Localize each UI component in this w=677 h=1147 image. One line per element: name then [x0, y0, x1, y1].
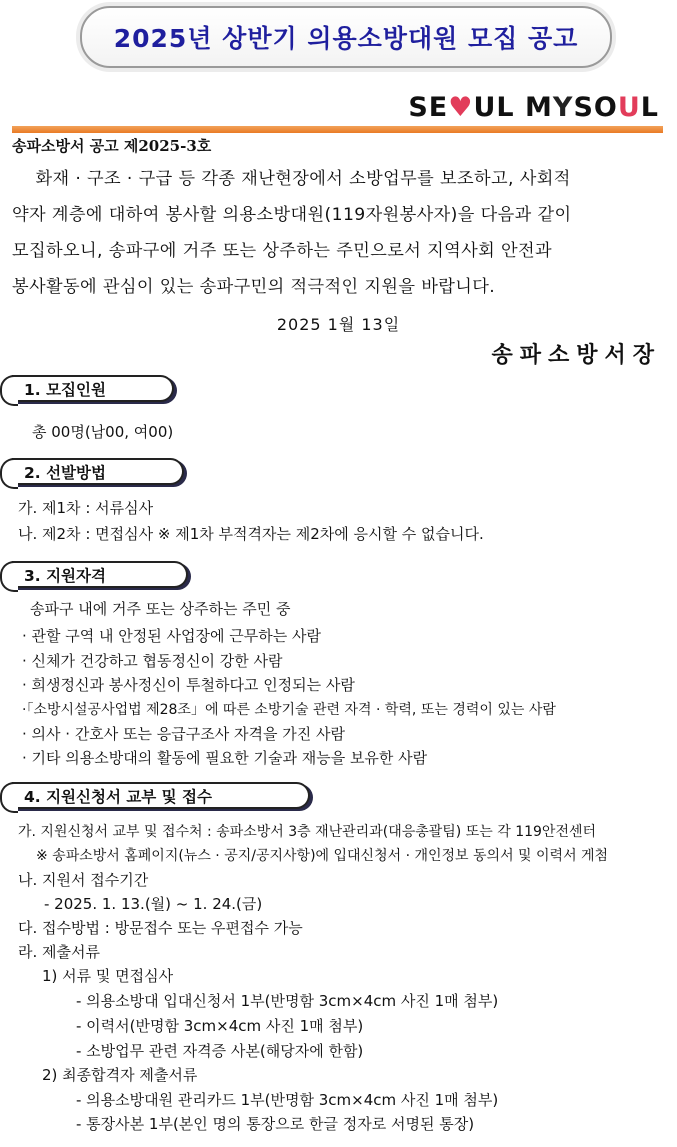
section-3-line: · 신체가 건강하고 협동정신이 강한 사람 — [22, 652, 283, 670]
intro-line: 모집하오니, 송파구에 거주 또는 상주하는 주민으로서 지역사회 안전과 — [12, 241, 553, 261]
section-4-line: 가. 지원신청서 교부 및 접수처 : 송파소방서 3층 재난관리과(대응총괄팀) 또는 각 119안전센터 — [18, 824, 597, 840]
section-4-line: - 2025. 1. 13.(월) ~ 1. 24.(금) — [44, 895, 263, 913]
section-4-line: - 의용소방대원 관리카드 1부(반명함 3cm×4cm 사진 1매 첨부) — [76, 1091, 499, 1109]
divider-bar — [12, 126, 663, 133]
intro-line: 화재 · 구조 · 구급 등 각종 재난현장에서 소방업무를 보조하고, 사회적 — [12, 169, 571, 189]
notice-number: 송파소방서 공고 제2025-3호 — [12, 137, 212, 155]
section-4-line: - 소방업무 관련 자격증 사본(해당자에 한함) — [76, 1042, 364, 1060]
logo-text-3: Y — [552, 92, 574, 123]
section-2-line: 나. 제2차 : 면접심사 ※ 제1차 부적격자는 제2차에 응시할 수 없습니다. — [18, 525, 484, 543]
section-heading-4: 4. 지원신청서 교부 및 접수 — [12, 782, 310, 809]
intro-line: 봉사활동에 관심이 있는 송파구민의 적극적인 지원을 바랍니다. — [12, 277, 496, 297]
logo-heart-icon: ♥ — [448, 92, 474, 123]
logo-smile-icon: U — [617, 92, 641, 123]
section-heading-3: 3. 지원자격 — [12, 561, 188, 588]
section-4-line: 나. 지원서 접수기간 — [18, 871, 149, 889]
section-3-line: 송파구 내에 거주 또는 상주하는 주민 중 — [30, 600, 291, 618]
section-heading-2: 2. 선발방법 — [12, 458, 184, 485]
notice-date: 2025 1월 13일 — [276, 315, 401, 334]
section-3-line: · 기타 의용소방대의 활동에 필요한 기술과 재능을 보유한 사람 — [22, 749, 428, 767]
section-4-line: - 통장사본 1부(본인 명의 통장으로 한글 정자로 서명된 통장) — [76, 1115, 475, 1133]
section-4-line: 1) 서류 및 면접심사 — [42, 967, 174, 985]
section-3-line: · 관할 구역 내 안정된 사업장에 근무하는 사람 — [22, 627, 321, 645]
section-1-line: 총 00명(남00, 여00) — [32, 423, 174, 441]
section-3-line: · 의사 · 간호사 또는 응급구조사 자격을 가진 사람 — [22, 725, 345, 743]
section-4-line: - 의용소방대 입대신청서 1부(반명함 3cm×4cm 사진 1매 첨부) — [76, 992, 499, 1010]
intro-line: 약자 계층에 대하여 봉사할 의용소방대원(119자원봉사자)을 다음과 같이 — [12, 205, 572, 225]
logo-text-2: UL M — [473, 92, 553, 123]
issuer-name: 송파소방서장 — [491, 342, 661, 368]
section-4-line: 2) 최종합격자 제출서류 — [42, 1066, 198, 1084]
section-4-line: ※ 송파소방서 홈페이지(뉴스 · 공지/공지사항)에 입대신청서 · 개인정보 동의서 및 이력서 게첨 — [36, 848, 609, 864]
section-2-line: 가. 제1차 : 서류심사 — [18, 499, 154, 517]
section-4-line: 다. 접수방법 : 방문접수 또는 우편접수 가능 — [18, 919, 303, 937]
title-banner — [80, 6, 612, 68]
section-3-line: · 희생정신과 봉사정신이 투철하다고 인정되는 사람 — [22, 676, 355, 694]
section-4-line: 라. 제출서류 — [18, 943, 100, 961]
seoul-my-soul-logo — [408, 92, 659, 123]
logo-text-1: SE — [408, 92, 449, 123]
section-4-line: - 이력서(반명함 3cm×4cm 사진 1매 첨부) — [76, 1017, 364, 1035]
logo-text-5: L — [640, 92, 659, 123]
logo-text-4: SO — [573, 92, 618, 123]
page-title: 2025년 상반기 의용소방대원 모집 공고 — [113, 24, 579, 53]
section-3-line: ·「소방시설공사업법 제28조」에 따른 소방기술 관련 자격 · 학력, 또는 경력이 있는 사람 — [22, 702, 556, 718]
section-heading-1: 1. 모집인원 — [12, 375, 174, 402]
